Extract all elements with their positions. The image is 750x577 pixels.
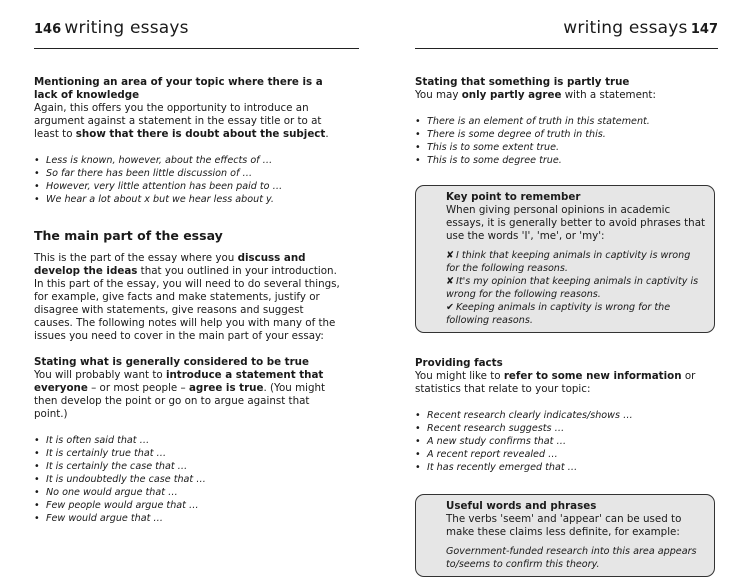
left-content	[34, 76, 342, 525]
lack-phrase-list	[34, 154, 342, 206]
list-item: • It has recently emerged that …	[415, 461, 715, 474]
general-phrase-list	[34, 434, 342, 525]
list-item: • There is an element of truth in this statement.	[415, 115, 715, 128]
useful-example: Government-funded research into this area appears to/seems to confirm this theory.	[446, 546, 697, 570]
list-item: • It is certainly the case that …	[34, 460, 342, 473]
list-item: • This is to some extent true.	[415, 141, 715, 154]
key-point-text: When giving personal opinions in academic essays, it is generally better to avoid phrases that use the words 'I', 'me', or 'my':	[446, 204, 706, 242]
right-page-number: 147	[690, 22, 718, 37]
main-part-paragraph: This is the part of the essay where you discuss and develop the ideas that you outlined in your introduction. In this part of the essay, you will need to do several things, for example, give facts and make statements, justify or disagree with statements, give reasons and suggest causes. The following notes will help you with many of the issues you need to cover in the main part of your essay:	[34, 252, 340, 342]
facts-heading: Providing facts	[415, 357, 503, 369]
general-paragraph: You will probably want to introduce a statement that everyone – or most people – agree is true. (You might then develop the point or go on to argue against that point.)	[34, 369, 326, 420]
key-point-example: ✘ It's my opinion that keeping animals in captivity is wrong for the following reasons.	[446, 276, 699, 300]
lack-paragraph: Again, this offers you the opportunity to introduce an argument against a statement in the essay title or to at least to show that there is doubt about the subject.	[34, 102, 329, 140]
left-page	[0, 0, 375, 569]
list-item: • Few people would argue that …	[34, 499, 342, 512]
right-page	[375, 0, 750, 569]
main-part-title: The main part of the essay	[34, 228, 223, 243]
list-item: • We hear a lot about x but we hear less about y.	[34, 193, 342, 206]
list-item: • It is certainly true that …	[34, 447, 342, 460]
list-item: • So far there has been little discussion of …	[34, 167, 342, 180]
left-running-title: writing essays	[64, 18, 189, 38]
key-point-example: ✘ I think that keeping animals in captivity is wrong for the following reasons.	[446, 250, 691, 274]
key-point-example: ✔ Keeping animals in captivity is wrong for the following reasons.	[446, 302, 671, 326]
facts-phrase-list	[415, 409, 715, 474]
useful-text: The verbs 'seem' and 'appear' can be used to make these claims less definite, for example:	[446, 513, 682, 538]
list-item: • A new study confirms that …	[415, 435, 715, 448]
partly-phrase-list	[415, 115, 715, 167]
right-page-header	[415, 18, 718, 49]
right-running-title: writing essays	[563, 18, 688, 38]
partly-heading: Stating that something is partly true	[415, 76, 630, 88]
lack-heading: Mentioning an area of your topic where there is a lack of knowledge	[34, 76, 323, 101]
list-item: • Recent research suggests …	[415, 422, 715, 435]
left-page-header	[34, 18, 359, 49]
cross-icon: ✘	[446, 276, 455, 287]
list-item: • Less is known, however, about the effects of …	[34, 154, 342, 167]
list-item: • Recent research clearly indicates/shows …	[415, 409, 715, 422]
list-item: • A recent report revealed …	[415, 448, 715, 461]
general-heading: Stating what is generally considered to be true	[34, 356, 309, 368]
list-item: • There is some degree of truth in this.	[415, 128, 715, 141]
useful-phrases-box	[415, 494, 715, 577]
list-item: • This is to some degree true.	[415, 154, 715, 167]
key-point-heading: Key point to remember	[446, 191, 581, 203]
list-item: • It is often said that …	[34, 434, 342, 447]
useful-heading: Useful words and phrases	[446, 500, 597, 512]
partly-paragraph: You may only partly agree with a statement:	[415, 89, 656, 101]
list-item: • However, very little attention has been paid to …	[34, 180, 342, 193]
key-point-box	[415, 185, 715, 333]
list-item: • Few would argue that …	[34, 512, 342, 525]
facts-paragraph: You might like to refer to some new information or statistics that relate to your topic:	[415, 370, 696, 395]
list-item: • It is undoubtedly the case that …	[34, 473, 342, 486]
list-item: • No one would argue that …	[34, 486, 342, 499]
left-page-number: 146	[34, 22, 62, 37]
cross-icon: ✘	[446, 250, 455, 261]
check-icon: ✔	[446, 302, 455, 313]
right-content	[415, 76, 715, 577]
